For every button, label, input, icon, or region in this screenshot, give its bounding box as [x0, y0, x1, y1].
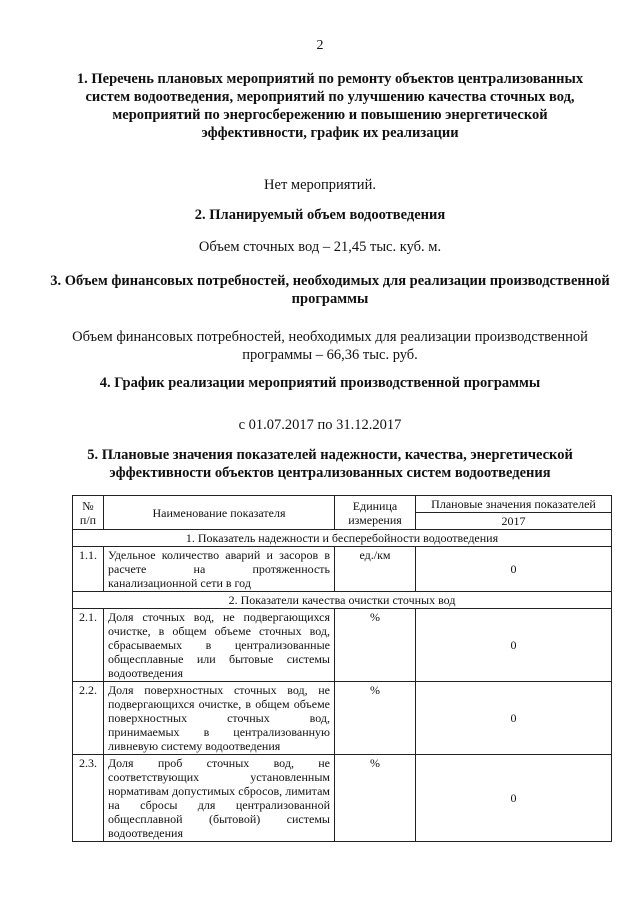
row-num: 1.1.: [73, 547, 104, 592]
table-row: [73, 609, 612, 682]
row-unit: %: [335, 755, 416, 842]
section-3-title: 3. Объем финансовых потребностей, необходимых для реализации производственной программы: [50, 273, 610, 307]
table-header-row: [73, 496, 612, 513]
row-value: 0: [416, 609, 612, 682]
row-num: 2.2.: [73, 682, 104, 755]
section-2-text: Объем сточных вод – 21,45 тыс. куб. м.: [198, 239, 442, 255]
row-value: 0: [416, 682, 612, 755]
page-number: 2: [316, 38, 324, 53]
row-num: 2.1.: [73, 609, 104, 682]
header-unit: Единица измерения: [335, 496, 416, 530]
row-unit: %: [335, 609, 416, 682]
row-num: 2.3.: [73, 755, 104, 842]
section-4-text: с 01.07.2017 по 31.12.2017: [238, 417, 402, 433]
group-1-title: 1. Показатель надежности и бесперебойности водоотведения: [73, 530, 612, 547]
section-5-title: 5. Плановые значения показателей надежности, качества, энергетической эффективности объектов централизованных систем водоотведения: [87, 447, 573, 481]
section-4-title: 4. График реализации мероприятий производственной программы: [99, 375, 541, 391]
row-value: 0: [416, 755, 612, 842]
row-unit: ед./км: [335, 547, 416, 592]
section-1-title: 1. Перечень плановых мероприятий по ремонту объектов централизованных систем водоотведения, мероприятий по улучшению качества сточных вод, мероприятий по энергосбережению и повышению энергетической эффективности, график их реализации: [76, 71, 584, 141]
row-name: Удельное количество аварий и засоров в расчете на протяженность канализационной сети в год: [104, 547, 335, 592]
section-3-text: Объем финансовых потребностей, необходимых для реализации производственной программы – 66,36 тыс. руб.: [72, 329, 588, 363]
table-group-1: [73, 530, 612, 547]
header-name: Наименование показателя: [104, 496, 335, 530]
table-row: [73, 755, 612, 842]
section-1-text: Нет мероприятий.: [264, 177, 376, 193]
row-value: 0: [416, 547, 612, 592]
table-group-2: [73, 592, 612, 609]
indicators-table: [72, 495, 612, 842]
row-name: Доля сточных вод, не подвергающихся очистке, в общем объеме сточных вод, сбрасываемых в централизованные общесплавные или бытовые системы водоотведения: [104, 609, 335, 682]
header-year: 2017: [416, 513, 612, 530]
group-2-title: 2. Показатели качества очистки сточных вод: [73, 592, 612, 609]
row-name: Доля поверхностных сточных вод, не подвергающихся очистке, в общем объеме поверхностных сточных вод, принимаемых в централизованную ливневую систему водоотведения: [104, 682, 335, 755]
header-planned: Плановые значения показателей: [416, 496, 612, 513]
row-name: Доля проб сточных вод, не соответствующих установленным нормативам допустимых сбросов, лимитам на сбросы для централизованной общесплавной (бытовой) системы водоотведения: [104, 755, 335, 842]
row-unit: %: [335, 682, 416, 755]
section-2-title: 2. Планируемый объем водоотведения: [194, 207, 446, 223]
table-row: [73, 547, 612, 592]
header-num: № п/п: [73, 496, 104, 530]
table-row: [73, 682, 612, 755]
